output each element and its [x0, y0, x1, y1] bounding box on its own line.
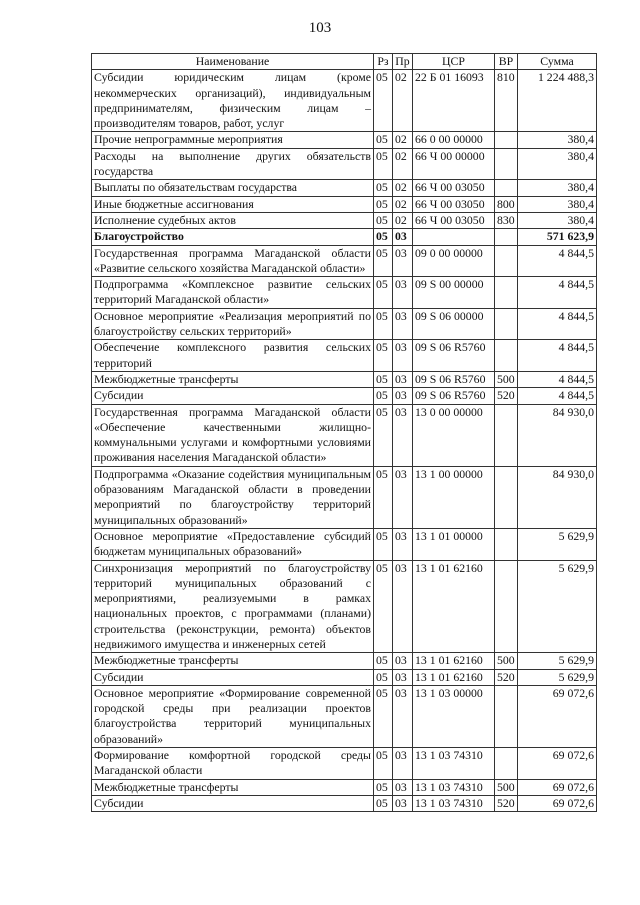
row-pr: 03 — [393, 277, 413, 309]
row-pr: 03 — [393, 779, 413, 795]
row-csr: 09 S 06 R5760 — [413, 340, 495, 372]
table-row — [92, 308, 597, 340]
row-name: Межбюджетные трансферты — [92, 371, 374, 387]
row-name: Благоустройство — [92, 229, 374, 245]
row-pr: 03 — [393, 229, 413, 245]
row-pr: 03 — [393, 653, 413, 669]
row-vr — [495, 277, 518, 309]
table-header-row — [92, 54, 597, 70]
row-csr: 22 Б 01 16093 — [413, 70, 495, 132]
row-pr: 03 — [393, 371, 413, 387]
row-vr: 520 — [495, 388, 518, 404]
table-row — [92, 669, 597, 685]
row-vr: 520 — [495, 669, 518, 685]
table-row — [92, 212, 597, 228]
row-rz: 05 — [374, 277, 393, 309]
table-row — [92, 277, 597, 309]
table-row — [92, 340, 597, 372]
row-vr: 800 — [495, 196, 518, 212]
row-name: Синхронизация мероприятий по благоустройству территорий муниципальных образований с мероприятиями, реализуемыми в рамках национальных проектов, с программами (планами) строительства (реконструкции, ремонта) объектов недвижимого имущества и инженерных сетей — [92, 560, 374, 653]
row-rz: 05 — [374, 180, 393, 196]
header-rz: Рз — [374, 54, 393, 70]
row-csr: 09 S 06 R5760 — [413, 371, 495, 387]
row-sum: 69 072,6 — [518, 795, 597, 811]
row-name: Основное мероприятие «Реализация мероприятий по благоустройству сельских территорий» — [92, 308, 374, 340]
row-csr: 09 S 06 00000 — [413, 308, 495, 340]
page-number: 103 — [308, 20, 332, 36]
row-vr — [495, 308, 518, 340]
row-name: Обеспечение комплексного развития сельских территорий — [92, 340, 374, 372]
row-vr: 830 — [495, 212, 518, 228]
table-row — [92, 371, 597, 387]
row-name: Субсидии юридическим лицам (кроме некоммерческих организаций), индивидуальным предпринимателям, физическим лицам – производителям товаров, работ, услуг — [92, 70, 374, 132]
row-sum: 4 844,5 — [518, 340, 597, 372]
row-csr: 09 S 06 R5760 — [413, 388, 495, 404]
row-name: Государственная программа Магаданской области «Развитие сельского хозяйства Магаданской области» — [92, 245, 374, 277]
table-row — [92, 795, 597, 811]
row-name: Подпрограмма «Оказание содействия муниципальным образованиям Магаданской области в проведении мероприятий по благоустройству территорий муниципальных образований» — [92, 466, 374, 528]
row-csr: 09 0 00 00000 — [413, 245, 495, 277]
row-vr: 810 — [495, 70, 518, 132]
table-row — [92, 229, 597, 245]
table-row — [92, 560, 597, 653]
row-sum: 4 844,5 — [518, 371, 597, 387]
table-row — [92, 748, 597, 780]
row-sum: 380,4 — [518, 180, 597, 196]
row-vr — [495, 148, 518, 180]
row-pr: 03 — [393, 528, 413, 560]
row-vr: 520 — [495, 795, 518, 811]
row-pr: 02 — [393, 132, 413, 148]
header-csr: ЦСР — [413, 54, 495, 70]
row-sum: 571 623,9 — [518, 229, 597, 245]
row-csr: 09 S 00 00000 — [413, 277, 495, 309]
row-vr — [495, 560, 518, 653]
row-vr: 500 — [495, 371, 518, 387]
table-row — [92, 404, 597, 466]
row-vr — [495, 229, 518, 245]
row-pr: 03 — [393, 245, 413, 277]
row-pr: 02 — [393, 212, 413, 228]
row-csr — [413, 229, 495, 245]
row-pr: 02 — [393, 180, 413, 196]
row-name: Субсидии — [92, 388, 374, 404]
row-name: Основное мероприятие «Предоставление субсидий бюджетам муниципальных образований» — [92, 528, 374, 560]
row-rz: 05 — [374, 70, 393, 132]
row-sum: 380,4 — [518, 196, 597, 212]
row-vr: 500 — [495, 653, 518, 669]
row-rz: 05 — [374, 795, 393, 811]
budget-table — [91, 53, 597, 812]
row-rz: 05 — [374, 653, 393, 669]
row-vr — [495, 404, 518, 466]
row-sum: 4 844,5 — [518, 245, 597, 277]
row-sum: 5 629,9 — [518, 528, 597, 560]
row-pr: 03 — [393, 404, 413, 466]
row-name: Межбюджетные трансферты — [92, 653, 374, 669]
row-csr: 13 0 00 00000 — [413, 404, 495, 466]
row-vr — [495, 180, 518, 196]
header-sum: Сумма — [518, 54, 597, 70]
table-row — [92, 779, 597, 795]
row-csr: 66 Ч 00 00000 — [413, 148, 495, 180]
row-rz: 05 — [374, 245, 393, 277]
row-csr: 13 1 01 62160 — [413, 669, 495, 685]
row-csr: 66 Ч 00 03050 — [413, 180, 495, 196]
table-row — [92, 148, 597, 180]
row-name: Исполнение судебных актов — [92, 212, 374, 228]
row-pr: 03 — [393, 685, 413, 747]
row-rz: 05 — [374, 779, 393, 795]
row-vr — [495, 685, 518, 747]
row-name: Основное мероприятие «Формирование современной городской среды при реализации проектов благоустройства территорий муниципальных образований» — [92, 685, 374, 747]
row-pr: 02 — [393, 196, 413, 212]
row-vr — [495, 132, 518, 148]
row-name: Субсидии — [92, 669, 374, 685]
row-rz: 05 — [374, 196, 393, 212]
row-csr: 13 1 01 62160 — [413, 653, 495, 669]
row-pr: 03 — [393, 560, 413, 653]
table-row — [92, 180, 597, 196]
row-pr: 02 — [393, 148, 413, 180]
row-name: Расходы на выполнение других обязательств государства — [92, 148, 374, 180]
row-name: Подпрограмма «Комплексное развитие сельских территорий Магаданской области» — [92, 277, 374, 309]
row-sum: 380,4 — [518, 212, 597, 228]
row-csr: 13 1 03 74310 — [413, 748, 495, 780]
table-row — [92, 685, 597, 747]
row-rz: 05 — [374, 388, 393, 404]
row-pr: 03 — [393, 466, 413, 528]
row-rz: 05 — [374, 308, 393, 340]
row-rz: 05 — [374, 560, 393, 653]
row-csr: 66 0 00 00000 — [413, 132, 495, 148]
row-sum: 4 844,5 — [518, 308, 597, 340]
row-name: Прочие непрограммные мероприятия — [92, 132, 374, 148]
table-row — [92, 528, 597, 560]
row-pr: 03 — [393, 340, 413, 372]
header-vr: ВР — [495, 54, 518, 70]
row-vr — [495, 748, 518, 780]
row-rz: 05 — [374, 212, 393, 228]
row-pr: 02 — [393, 70, 413, 132]
row-name: Государственная программа Магаданской области «Обеспечение качественными жилищно-коммунальными услугами и комфортными условиями проживания населения Магаданской области» — [92, 404, 374, 466]
header-pr: Пр — [393, 54, 413, 70]
row-pr: 03 — [393, 669, 413, 685]
row-csr: 66 Ч 00 03050 — [413, 212, 495, 228]
row-rz: 05 — [374, 132, 393, 148]
row-sum: 69 072,6 — [518, 685, 597, 747]
table-row — [92, 388, 597, 404]
table-row — [92, 653, 597, 669]
row-sum: 380,4 — [518, 148, 597, 180]
header-name: Наименование — [92, 54, 374, 70]
row-name: Субсидии — [92, 795, 374, 811]
row-sum: 69 072,6 — [518, 779, 597, 795]
row-rz: 05 — [374, 404, 393, 466]
row-name: Иные бюджетные ассигнования — [92, 196, 374, 212]
row-rz: 05 — [374, 371, 393, 387]
table-row — [92, 196, 597, 212]
row-csr: 66 Ч 00 03050 — [413, 196, 495, 212]
row-vr: 500 — [495, 779, 518, 795]
row-sum: 84 930,0 — [518, 404, 597, 466]
table-row — [92, 245, 597, 277]
row-rz: 05 — [374, 748, 393, 780]
row-sum: 84 930,0 — [518, 466, 597, 528]
row-sum: 1 224 488,3 — [518, 70, 597, 132]
row-vr — [495, 245, 518, 277]
table-row — [92, 132, 597, 148]
row-rz: 05 — [374, 669, 393, 685]
row-vr — [495, 466, 518, 528]
row-sum: 4 844,5 — [518, 277, 597, 309]
row-name: Межбюджетные трансферты — [92, 779, 374, 795]
row-sum: 380,4 — [518, 132, 597, 148]
row-vr — [495, 340, 518, 372]
row-csr: 13 1 01 00000 — [413, 528, 495, 560]
row-csr: 13 1 00 00000 — [413, 466, 495, 528]
row-csr: 13 1 03 00000 — [413, 685, 495, 747]
row-csr: 13 1 03 74310 — [413, 795, 495, 811]
row-pr: 03 — [393, 308, 413, 340]
row-sum: 69 072,6 — [518, 748, 597, 780]
row-pr: 03 — [393, 795, 413, 811]
table-row — [92, 466, 597, 528]
row-rz: 05 — [374, 685, 393, 747]
row-rz: 05 — [374, 340, 393, 372]
row-name: Формирование комфортной городской среды Магаданской области — [92, 748, 374, 780]
row-sum: 4 844,5 — [518, 388, 597, 404]
row-csr: 13 1 03 74310 — [413, 779, 495, 795]
row-rz: 05 — [374, 528, 393, 560]
row-rz: 05 — [374, 466, 393, 528]
row-vr — [495, 528, 518, 560]
row-csr: 13 1 01 62160 — [413, 560, 495, 653]
row-sum: 5 629,9 — [518, 669, 597, 685]
row-rz: 05 — [374, 229, 393, 245]
row-sum: 5 629,9 — [518, 653, 597, 669]
row-pr: 03 — [393, 388, 413, 404]
row-rz: 05 — [374, 148, 393, 180]
row-sum: 5 629,9 — [518, 560, 597, 653]
table-row — [92, 70, 597, 132]
row-name: Выплаты по обязательствам государства — [92, 180, 374, 196]
row-pr: 03 — [393, 748, 413, 780]
